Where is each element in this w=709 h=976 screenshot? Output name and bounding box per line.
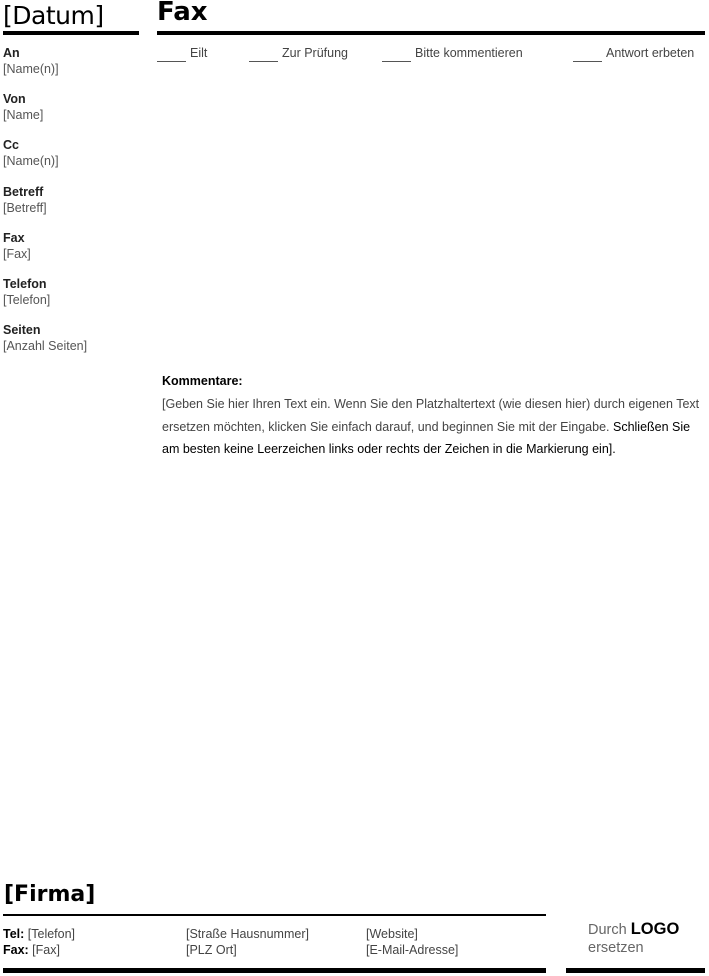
field-label: Seiten [3,323,41,338]
date-placeholder[interactable]: [Datum] [3,1,104,30]
field-value[interactable]: [Anzahl Seiten] [3,339,88,354]
comments-text-part1: [Geben Sie hier Ihren Text ein. Wenn Sie den Platzhaltertext (wie diesen hier) durch eigenen Text ersetzen möchten, klicken Sie einfach darauf, und beginnen Sie mit der Eingabe. [162,397,700,434]
field-cc [3,138,153,184]
field-label: An [3,46,20,60]
field-label: Telefon [3,276,47,291]
field-label: Von [3,92,26,107]
field-fax [3,231,153,277]
logo-text-prefix: Durch [588,922,631,938]
checkbox-line[interactable] [382,61,411,62]
logo-text-suffix: ersetzen [588,940,644,956]
field-label: Cc [3,138,19,153]
checkbox-line[interactable] [157,61,186,62]
street-value[interactable]: [Straße Hausnummer] [186,927,309,941]
city-value[interactable]: [PLZ Ort] [186,943,237,957]
option-label: Eilt [190,46,208,60]
fax-label: Fax: [3,943,29,957]
comments-heading: Kommentare: [162,374,243,388]
field-telefon [3,277,153,323]
email-value[interactable]: [E-Mail-Adresse] [366,943,459,957]
checkbox-line[interactable] [249,61,278,62]
checkbox-line[interactable] [573,61,602,62]
field-value[interactable]: [Name] [3,108,44,123]
option-label: Bitte kommentieren [415,46,523,60]
field-label: Betreff [3,184,44,199]
field-von [3,92,153,138]
field-seiten [3,323,153,369]
option-label: Antwort erbeten [606,46,695,60]
tel-label: Tel: [3,927,25,941]
footer-address-column [186,926,309,958]
fax-fields [3,46,153,369]
footer-contact-column [3,926,75,958]
field-value[interactable]: [Fax] [3,246,31,261]
field-betreff [3,185,153,231]
logo-text-logo: LOGO [630,920,680,938]
fax-value[interactable]: [Fax] [28,943,60,957]
title-rule [157,31,705,35]
company-name[interactable]: [Firma] [4,882,96,907]
footer-web-column [366,926,458,958]
tel-value[interactable]: [Telefon] [24,927,76,941]
website-value[interactable]: [Website] [366,927,418,941]
field-value[interactable]: [Telefon] [3,292,51,307]
footer-rule [3,914,546,916]
field-label: Fax [3,230,25,245]
bottom-rule-left [3,968,546,973]
option-label: Zur Prüfung [282,46,349,60]
page-title: Fax [157,0,208,27]
logo-placeholder[interactable] [588,920,679,957]
field-value[interactable]: [Name(n)] [3,154,59,169]
field-value[interactable]: [Name(n)] [3,62,59,76]
field-an [3,46,153,92]
comments-text-part2: Schließen Sie am besten keine Leerzeichen links oder rechts der Zeichen in die Markierung ein]. [162,419,691,457]
date-rule [3,31,139,35]
comments-section [162,372,702,461]
field-value[interactable]: [Betreff] [3,200,47,215]
comments-body[interactable] [162,393,702,461]
bottom-rule-right [566,968,705,973]
